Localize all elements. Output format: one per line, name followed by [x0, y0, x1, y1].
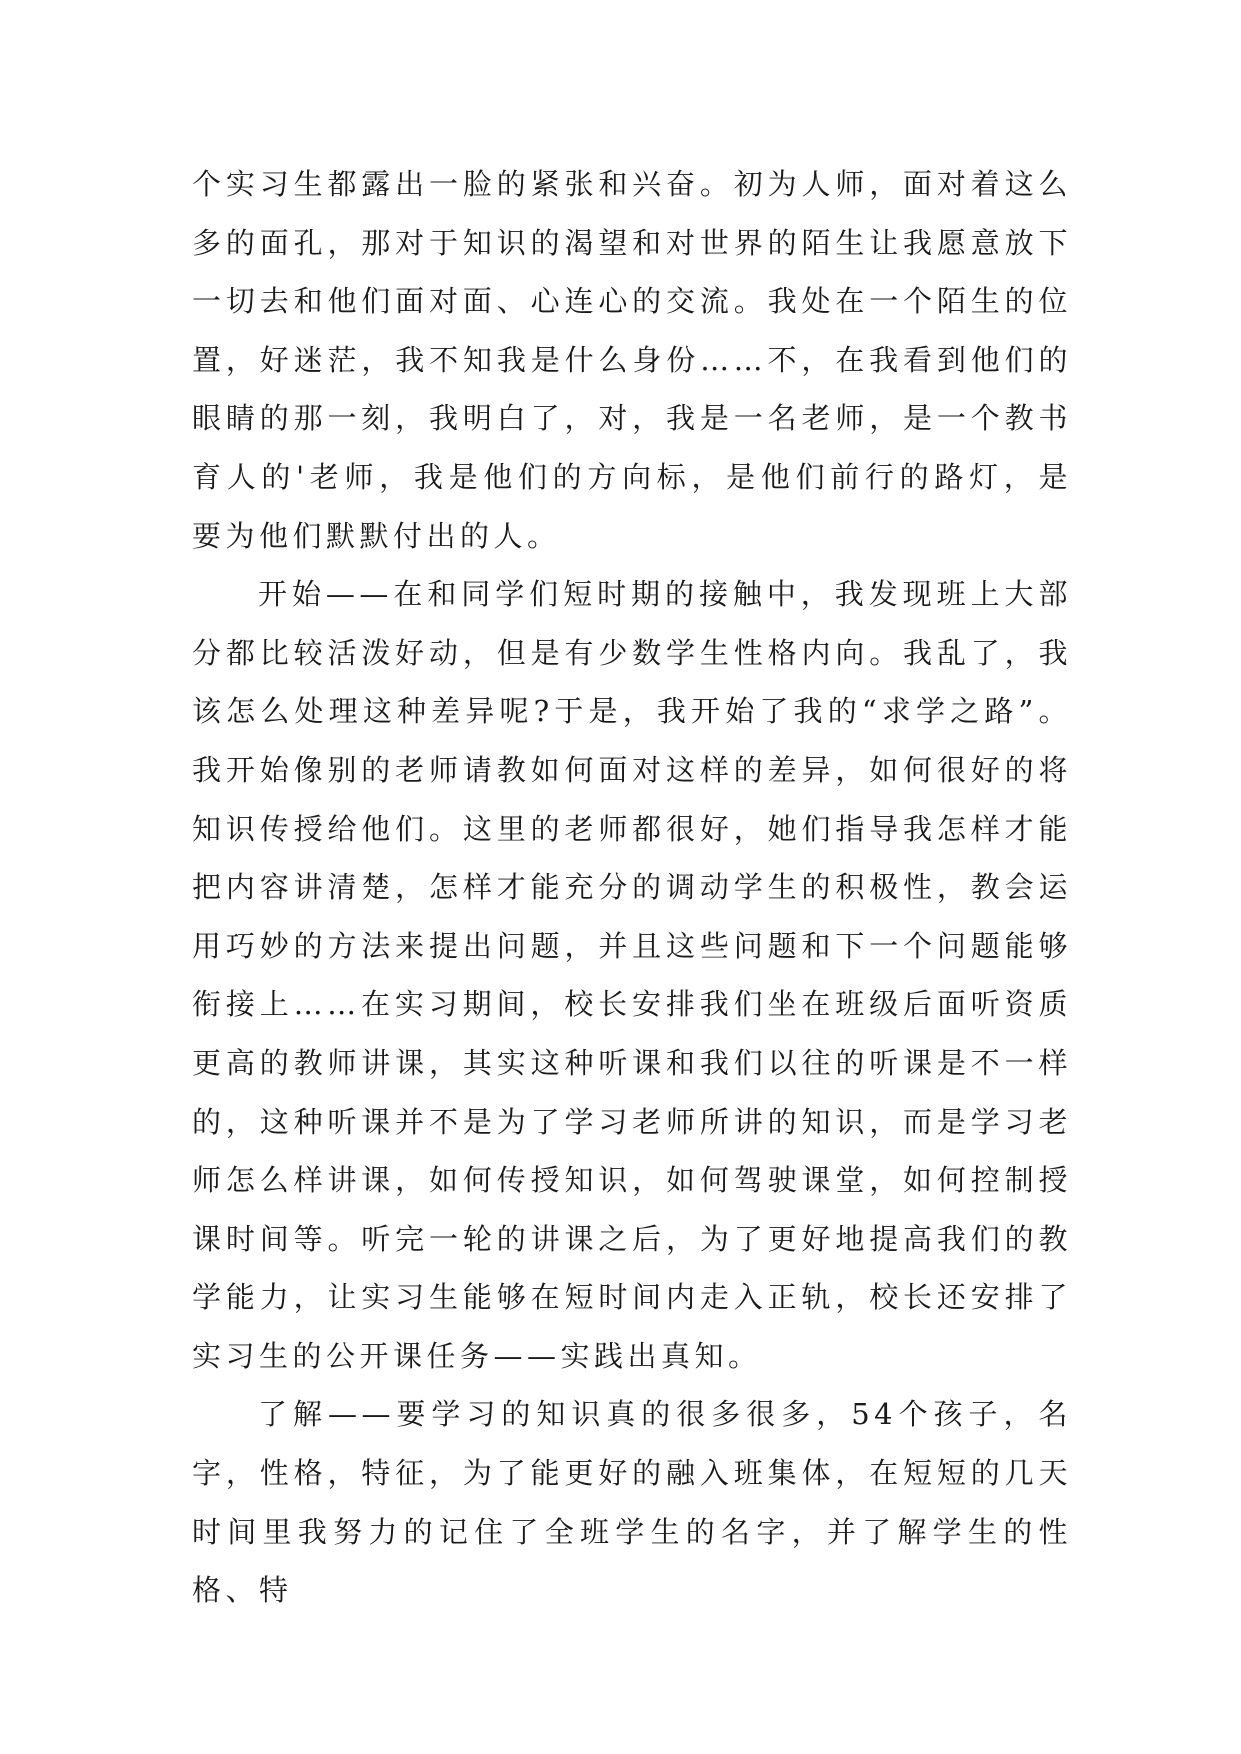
paragraph-1: 个实习生都露出一脸的紧张和兴奋。初为人师，面对着这么多的面孔，那对于知识的渴望和对世界的陌生让我愿意放下一切去和他们面对面、心连心的交流。我处在一个陌生的位置，好迷茫，我不知我是什么身份……不，在我看到他们的眼睛的那一刻，我明白了，对，我是一名老师，是一个教书育人的'老师，我是他们的方向标，是他们前行的路灯，是要为他们默默付出的人。	[192, 167, 1072, 553]
paragraph-2: 开始——在和同学们短时期的接触中，我发现班上大部分都比较活泼好动，但是有少数学生性格内向。我乱了，我该怎么处理这种差异呢?于是，我开始了我的“求学之路”。我开始像别的老师请教如何面对这样的差异，如何很好的将知识传授给他们。这里的老师都很好，她们指导我怎样才能把内容讲清楚，怎样才能充分的调动学生的积极性，教会运用巧妙的方法来提出问题，并且这些问题和下一个问题能够衔接上……在实习期间，校长安排我们坐在班级后面听资质更高的教师讲课，其实这种听课和我们以往的听课是不一样的，这种听课并不是为了学习老师所讲的知识，而是学习老师怎么样讲课，如何传授知识，如何驾驶课堂，如何控制授课时间等。听完一轮的讲课之后，为了更好地提高我们的教学能力，让实习生能够在短时间内走入正轨，校长还安排了实习生的公开课任务——实践出真知。	[192, 577, 1072, 1373]
document-body	[192, 155, 1072, 1620]
paragraph-3: 了解——要学习的知识真的很多很多，54个孩子，名字，性格，特征，为了能更好的融入班集体，在短短的几天时间里我努力的记住了全班学生的名字，并了解学生的性格、特	[192, 1397, 1072, 1608]
